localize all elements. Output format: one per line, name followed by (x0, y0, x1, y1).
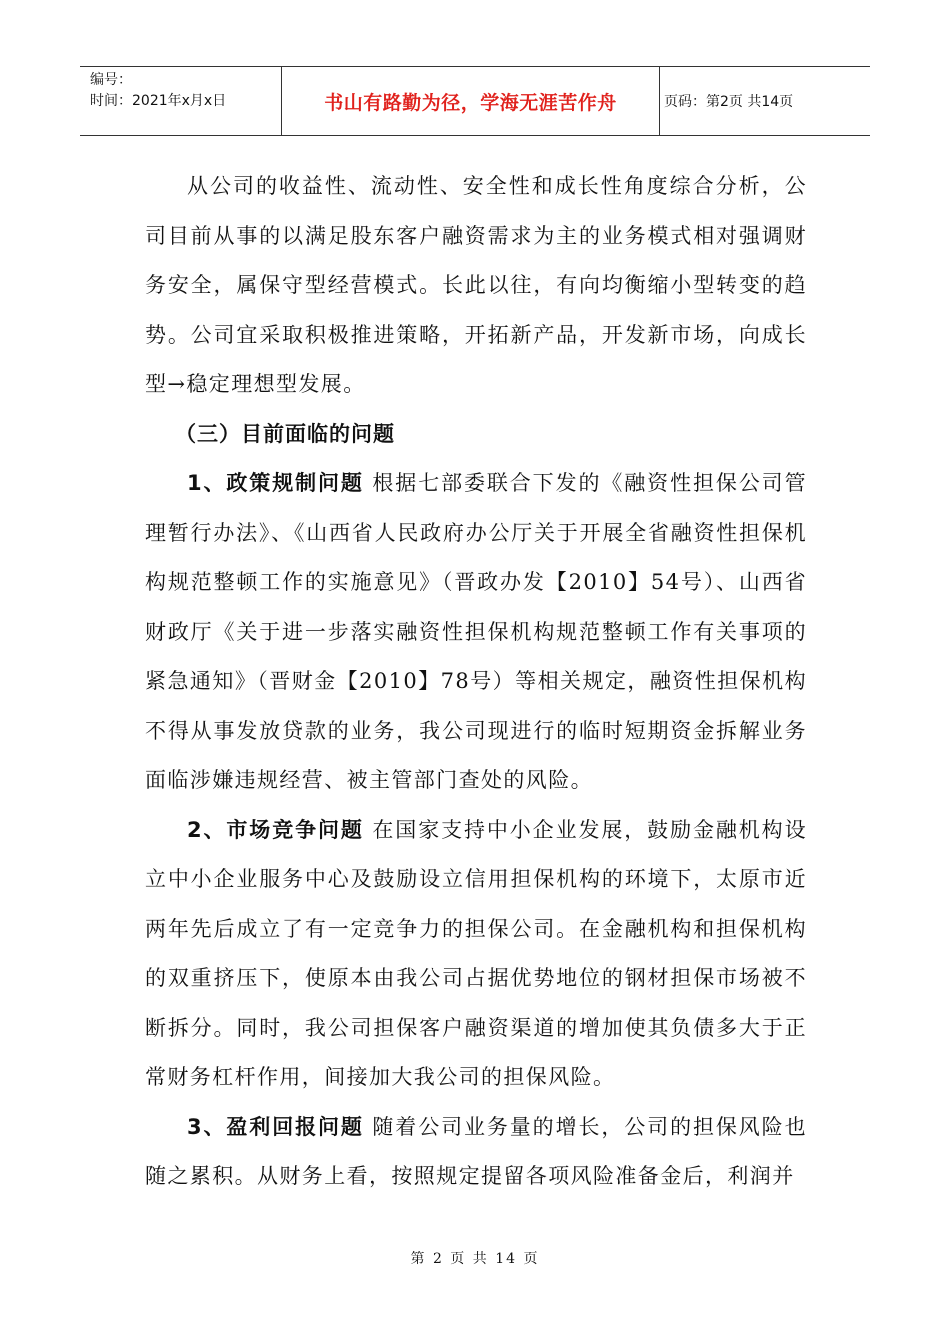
page-header (80, 66, 870, 136)
section-title: （三）目前面临的问题 (175, 421, 395, 446)
paragraph-market-issue (145, 806, 807, 1103)
item-lead-policy: 1、政策规制问题 (187, 471, 364, 495)
header-motto: 书山有路勤为径，学海无涯苦作舟 (324, 91, 617, 114)
header-motto-cell (282, 67, 660, 135)
paragraph-profit-issue (145, 1103, 807, 1202)
item-text-market: 在国家支持中小企业发展，鼓励金融机构设立中小企业服务中心及鼓励设立信用担保机构的环境下，太原市近两年先后成立了有一定竞争力的担保公司。在金融机构和担保机构的双重挤压下，使原本由我公司占据优势地位的钢材担保市场被不断拆分。同时，我公司担保客户融资渠道的增加使其负债多大于正常财务杠杆作用，间接加大我公司的担保风险。 (145, 817, 807, 1089)
item-lead-market: 2、市场竞争问题 (187, 817, 364, 842)
document-number-label: 编号： (90, 72, 132, 88)
page-footer: 第 2 页 共 14 页 (410, 1251, 540, 1267)
item-lead-profit: 3、盈利回报问题 (187, 1114, 364, 1139)
document-body (145, 162, 807, 1202)
item-text-profit: 随着公司业务量的增长，公司的担保风险也随之累积。从财务上看，按照规定提留各项风险准备金后，利润并 (145, 1114, 807, 1188)
document-date: 时间：2021年x月x日 (90, 93, 227, 109)
header-meta-cell (80, 67, 282, 135)
header-page-cell (660, 67, 870, 135)
paragraph-analysis: 从公司的收益性、流动性、安全性和成长性角度综合分析，公司目前从事的以满足股东客户融资需求为主的业务模式相对强调财务安全，属保守型经营模式。长此以往，有向均衡缩小型转变的趋势。公司宜采取积极推进策略，开拓新产品，开发新市场，向成长型→稳定理想型发展。 (145, 174, 807, 396)
header-page-info: 页码：第2页 共14页 (664, 94, 794, 110)
item-text-policy: 根据七部委联合下发的《融资性担保公司管理暂行办法》、《山西省人民政府办公厅关于开展全省融资性担保机构规范整顿工作的实施意见》（晋政办发【2010】54号）、山西省财政厅《关于进一步落实融资性担保机构规范整顿工作有关事项的紧急通知》（晋财金【2010】78号）等相关规定，融资性担保机构不得从事发放贷款的业务，我公司现进行的临时短期资金拆解业务面临涉嫌违规经营、被主管部门查处的风险。 (145, 471, 807, 792)
paragraph-policy-issue (145, 459, 807, 806)
